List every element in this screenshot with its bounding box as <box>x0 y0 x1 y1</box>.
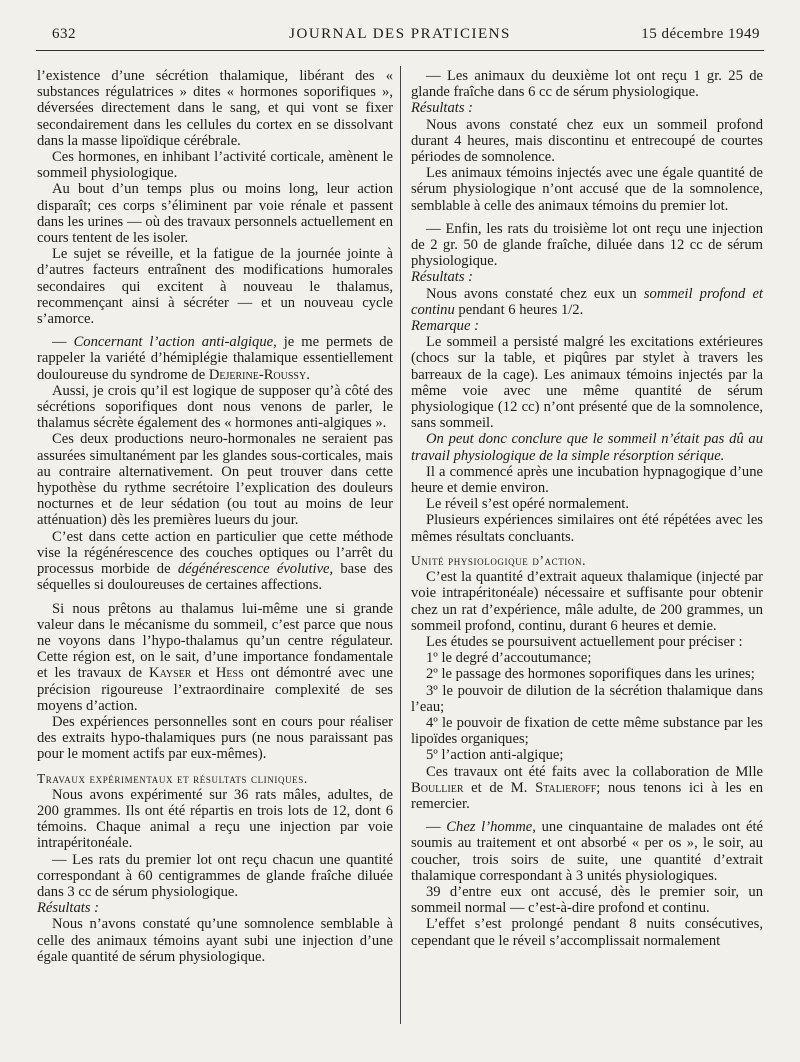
author-name: Hess <box>215 665 244 682</box>
list-item: 2º le passage des hormones soporifiques dans les urines; <box>426 666 755 683</box>
paragraph: Le sommeil a persisté malgré les excitations extérieures (chocs sur la table, et piqûres par stylet à travers les barreaux de la cage). Les animaux témoins injectés par la même voie avec une même quantité de sérum physiologique (12 cc) n’ont présenté que de la somnolence, sans sommeil. <box>411 334 763 432</box>
paragraph <box>411 764 763 813</box>
italic-text: sommeil profond et continu <box>411 285 763 318</box>
paragraph: Les études se poursuivent actuellement pour préciser : <box>426 633 743 650</box>
list-item: 5º l’action anti-algique; <box>426 747 564 764</box>
paragraph <box>37 334 393 383</box>
text: ; nous tenons ici à les en remercier. <box>411 779 764 812</box>
person-name: Boullier <box>411 779 464 796</box>
list-item: 1º le degré d’accoutumance; <box>426 650 592 667</box>
text: — <box>52 334 74 351</box>
paragraph: L’effet s’est prolongé pendant 8 nuits consécutives, cependant que le réveil s’accomplissait normalement <box>411 916 763 949</box>
text: et <box>191 665 216 682</box>
paragraph: — Enfin, les rats du troisième lot ont reçu une injection de 2 gr. 50 de glande fraîche, diluée dans 12 cc de sérum physiologique. <box>411 220 763 270</box>
text: Ces travaux ont été faits avec la collaboration de Mlle <box>426 763 763 780</box>
right-column <box>411 68 763 949</box>
text: pendant 6 heures 1/2. <box>454 301 584 318</box>
paragraph: Nous avons expérimenté sur 36 rats mâles, adultes, de 200 grammes. Ils ont été répartis en trois lots de 12, dont 6 témoins. Chaque animal a reçu une injection par voie intrapéritonéale. <box>37 786 393 852</box>
left-column <box>37 68 393 965</box>
paragraph: Aussi, je crois qu’il est logique de supposer qu’à côté des sécrétions soporifiques dont nous venons de parler, le thalamus sécrète également des « hormones anti-algiques ». <box>37 382 393 432</box>
paragraph: Les animaux témoins injectés avec une égale quantité de sérum physiologique n’ont accusé que de la somnolence, semblable à celle des animaux témoins du premier lot. <box>411 165 763 214</box>
paragraph: — Les rats du premier lot ont reçu chacun une quantité correspondant à 60 centigrammes de glande fraîche diluée dans 3 cc de sérum physiologique. <box>37 851 393 900</box>
text: je me permets de rappeler la variété d’hémiplégie thalamique essentiellement douloureuse du syndrome de <box>37 334 393 383</box>
text: ont démontré avec une précision rigoureuse l’extraordinaire complexité de ses moyens d’action. <box>37 665 393 714</box>
column-divider <box>400 66 401 1024</box>
text: C’est dans cette action en particulier que cette méthode vise la régénérescence des couches optiques ou l’arrêt du processus morbide de <box>37 528 393 578</box>
italic-text: dégénérescence évolutive, <box>177 561 334 578</box>
author-name: Dejerine-Roussy <box>208 366 307 383</box>
paragraph: Nous avons constaté chez eux un sommeil profond durant 4 heures, mais discontinu et entrecoupé de courtes périodes de somnolence. <box>411 116 763 166</box>
italic-text: Concernant l’action anti-algique, <box>73 334 277 351</box>
paragraph: Le sujet se réveille, et la fatigue de la journée jointe à d’autres facteurs entraînent des modifications humorales secondaires qui excitent à nouveau le thalamus, recommençant ainsi à sécréter — et un nouveau cycle s’amorce. <box>37 246 393 328</box>
author-name: Kayser <box>149 665 192 682</box>
paragraph: Nous n’avons constaté qu’une somnolence semblable à celle des animaux témoins ayant subi une injection d’une égale quantité de sérum physiologique. <box>37 916 393 965</box>
paragraph: Plusieurs expériences similaires ont été répétées avec les mêmes résultats concluants. <box>411 512 763 545</box>
section-heading: Travaux expérimentaux et résultats cliniques. <box>37 770 308 786</box>
results-label: Résultats : <box>411 100 474 117</box>
list-item: 4º le pouvoir de fixation de cette même substance par les lipoïdes organiques; <box>411 714 763 748</box>
paragraph: 39 d’entre eux ont accusé, dès le premier soir, un sommeil normal — c’est-à-dire profond et continu. <box>411 883 763 917</box>
text: . <box>306 366 310 383</box>
text: et de M. <box>463 779 536 796</box>
paragraph <box>411 819 763 884</box>
paragraph <box>37 601 393 714</box>
paragraph <box>411 286 763 318</box>
issue-date: 15 décembre 1949 <box>641 26 760 42</box>
paragraph: Le réveil s’est opéré normalement. <box>426 496 630 513</box>
paragraph: Il a commencé après une incubation hypnagogique d’une heure et demie environ. <box>411 463 763 497</box>
paragraph: Ces hormones, en inhibant l’activité corticale, amènent le sommeil physiologique. <box>37 149 393 182</box>
header-rule <box>36 50 764 51</box>
list-item: 3º le pouvoir de dilution de la sécrétion thalamique dans l’eau; <box>411 682 763 715</box>
results-label: Résultats : <box>411 269 474 286</box>
paragraph: Au bout d’un temps plus ou moins long, leur action disparaît; ces corps s’éliminent par voie rénale et passent dans les urines — où des travaux personnels actuellement en cours tentent de les isoler. <box>37 181 393 247</box>
conclusion-italic: On peut donc conclure que le sommeil n’était pas dû au travail physiologique de la simple résorption sérique. <box>411 431 763 464</box>
paragraph <box>37 529 393 594</box>
paragraph: Des expériences personnelles sont en cours pour réaliser des extraits hypo-thalamiques purs (ne nous paraissant pas pour le moment actifs par eux-mêmes). <box>37 713 393 763</box>
italic-text: Chez l’homme, <box>446 819 536 836</box>
text: — <box>426 819 447 836</box>
paragraph: — Les animaux du deuxième lot ont reçu 1 gr. 25 de glande fraîche dans 6 cc de sérum physiologique. <box>411 68 763 101</box>
text: une cinquantaine de malades ont été soumis au traitement et ont absorbé « per os », le soir, au coucher, trois soirs de suite, une quantité d’extrait thalamique correspondant à 3 unités physiologiques. <box>411 819 763 884</box>
remark-label: Remarque : <box>411 318 479 335</box>
paragraph: Ces deux productions neuro-hormonales ne seraient pas assurées simultanément par les glandes sous-corticales, mais au contraire alternativement. On peut trouver dans cette hypothèse du rythme secrétoire l’explication des douleurs nocturnes et de leur sédation (ou tout au moins de leur atténuation) dès les premières lueurs du jour. <box>37 431 393 529</box>
journal-title: JOURNAL DES PRATICIENS <box>289 26 511 42</box>
person-name: Stalieroff <box>535 779 597 796</box>
text: Nous avons constaté chez eux un <box>426 285 644 302</box>
text: Si nous prêtons au thalamus lui-même une si grande valeur dans le mécanisme du sommeil, c’est parce que nous ne voyons dans l’hypo-thalamus qu’un centre régulateur. Cette région est, on le sait, d’une importance fondamentale et les travaux de <box>37 600 393 682</box>
page-header <box>36 24 764 46</box>
results-label: Résultats : <box>37 900 100 917</box>
paragraph: l’existence d’une sécrétion thalamique, libérant des « substances régulatrices » dites « hormones soporifiques », déversées directement dans le sang, et qui vont se fixer secondairement dans les cellules du cortex en se dissolvant dans la masse lipoïdique cérébrale. <box>37 68 393 149</box>
text: base des séquelles si douloureuses de certaines affections. <box>37 561 393 594</box>
section-heading: Unité physiologique d’action. <box>411 552 587 568</box>
paragraph: C’est la quantité d’extrait aqueux thalamique (injecté par voie intrapéritonéale) nécessaire et suffisante pour obtenir chez un rat d’expérience, mâle adulte, de 200 grammes, un sommeil profond, continu, durant 6 heures et demie. <box>411 569 763 634</box>
page-number: 632 <box>52 26 76 42</box>
